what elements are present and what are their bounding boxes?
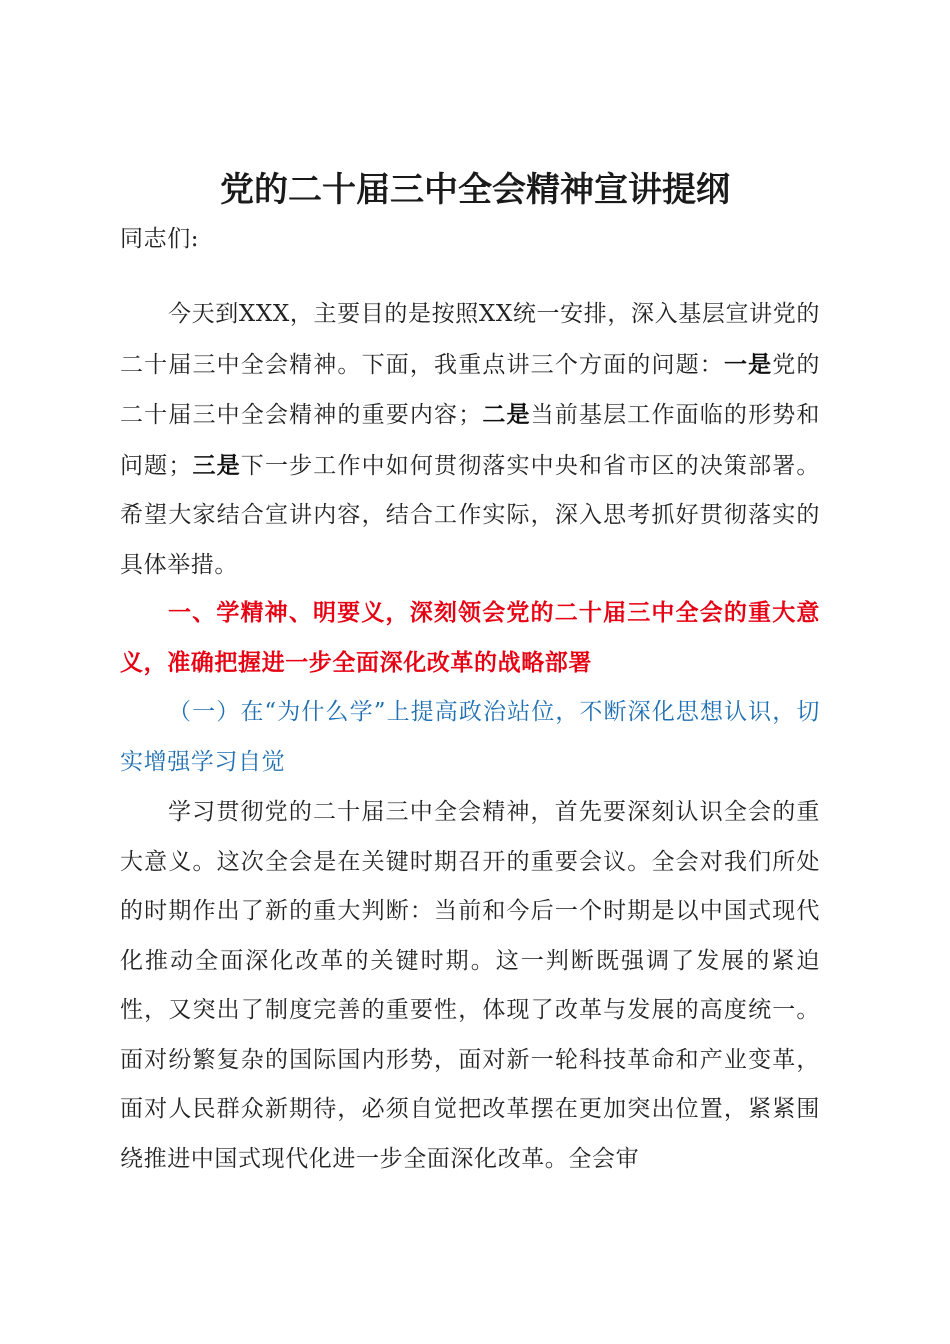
body-paragraph: 学习贯彻党的二十届三中全会精神，首先要深刻认识全会的重大意义。这次全会是在关键时期召开的重要会议。全会对我们所处的时期作出了新的重大判断：当前和今后一个时期是以中国式现代化推动全面深化改革的关键时期。这一判断既强调了发展的紧迫性，又突出了制度完善的重要性，体现了改革与发展的高度统一。面对纷繁复杂的国际国内形势，面对新一轮科技革命和产业变革，面对人民群众新期待，必须自觉把改革摆在更加突出位置，紧紧围绕推进中国式现代化进一步全面深化改革。全会审 — [120, 799, 820, 1172]
intro-text-1: 今天到XXX，主要目的是按照XX统一安排，深入基层宣讲党的二十届三中全会精神。下面，我重点讲三个方面的问题： — [120, 301, 820, 378]
intro-paragraph — [120, 290, 820, 590]
intro-point-3-marker: 三是 — [191, 451, 241, 479]
intro-text-2: 党的二十届三中全会精神的重要内容； — [120, 351, 821, 428]
salutation: 同志们: — [120, 226, 200, 252]
document-title: 党的二十届三中全会精神宣讲提纲 — [220, 170, 730, 210]
intro-text-3: 当前基层工作面临的形势和问题； — [120, 402, 820, 479]
section-heading-1: 一、学精神、明要义，深刻领会党的二十届三中全会的重大意义，准确把握进一步全面深化改革的战略部署 — [120, 600, 820, 676]
subsection-heading-1: （一）在“为什么学”上提高政治站位，不断深化思想认识，切实增强学习自觉 — [120, 699, 820, 775]
intro-point-2-marker: 二是 — [481, 401, 531, 428]
intro-point-1-marker: 一是 — [723, 350, 773, 378]
intro-text-4: 下一步工作中如何贯彻落实中央和省市区的决策部署。希望大家结合宣讲内容，结合工作实际，深入思考抓好贯彻落实的具体举措。 — [120, 452, 820, 578]
